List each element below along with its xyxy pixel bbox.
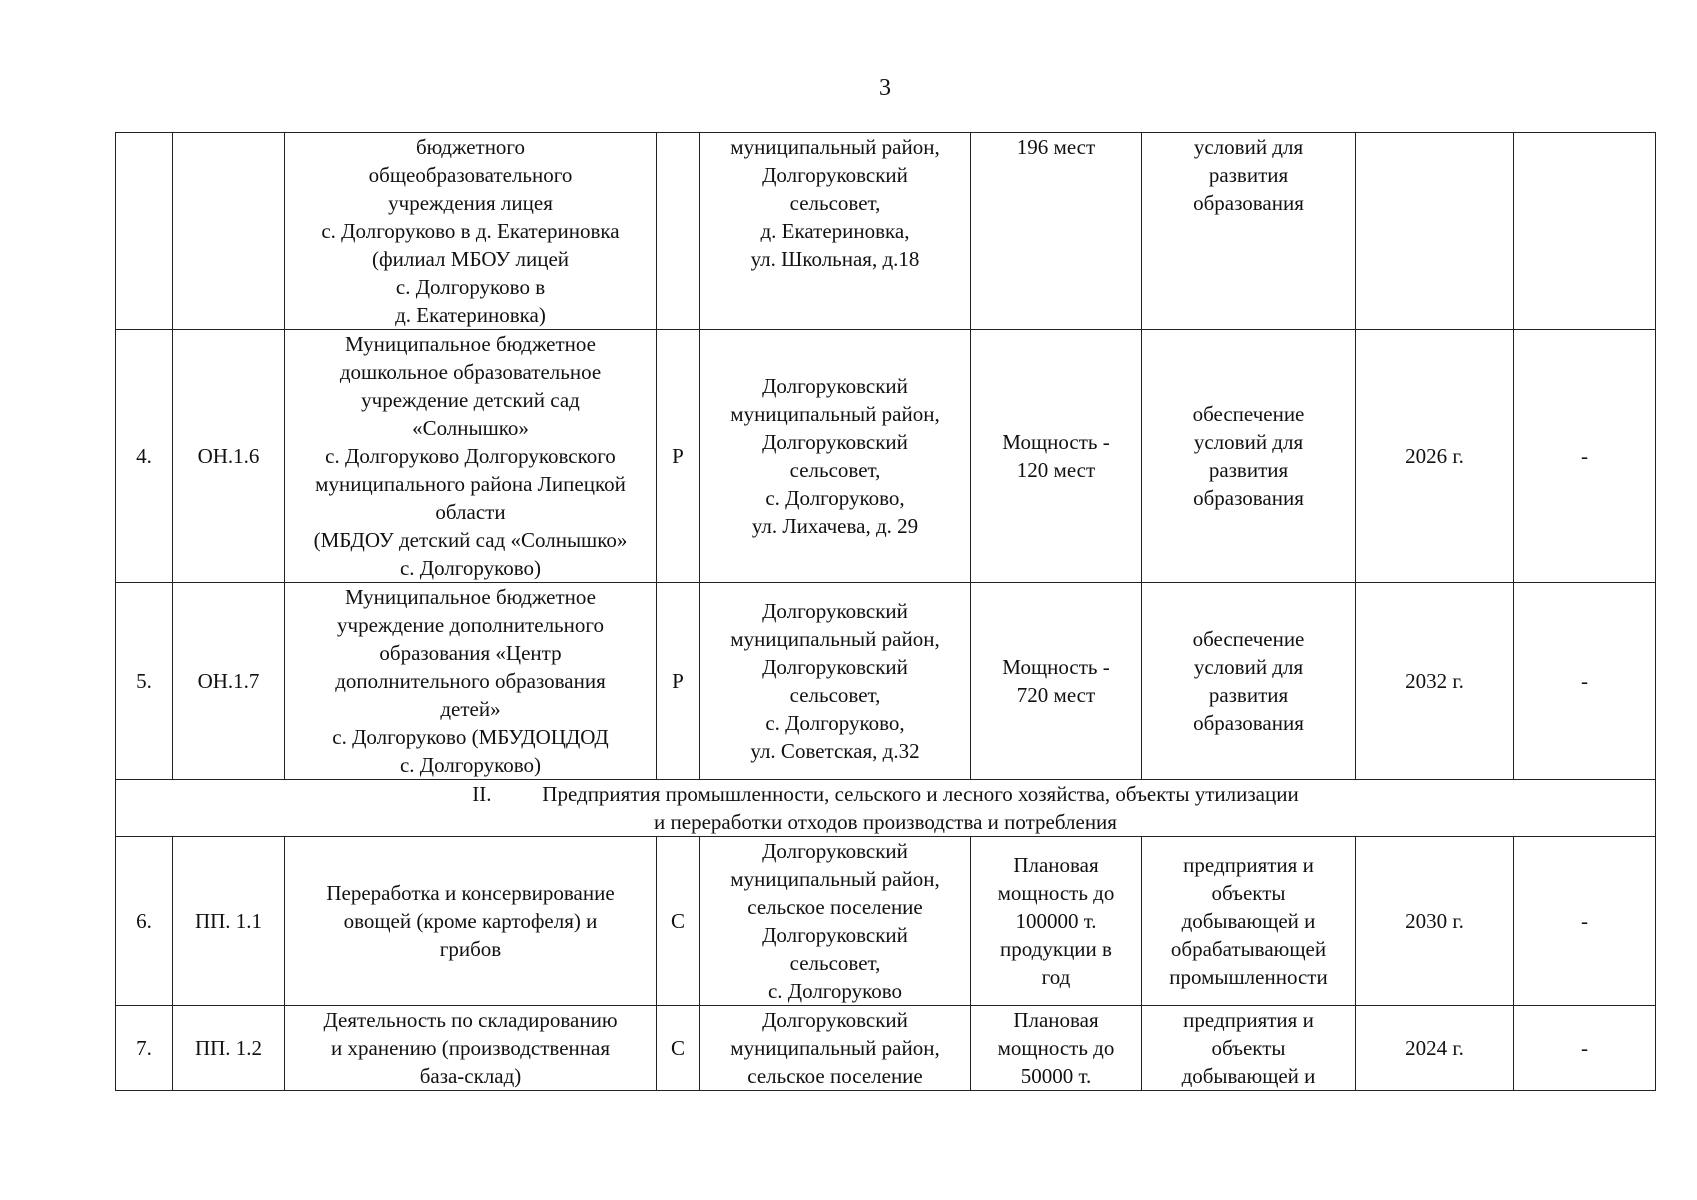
- object-note: -: [1514, 837, 1656, 1006]
- row-number: 5.: [116, 583, 173, 780]
- object-capacity: 196 мест: [971, 133, 1142, 330]
- object-status: С: [657, 1006, 700, 1091]
- table-row: [116, 133, 1656, 330]
- object-code: ОН.1.7: [173, 583, 285, 780]
- object-status: Р: [657, 583, 700, 780]
- object-code: ОН.1.6: [173, 330, 285, 583]
- section-title-line2: и переработки отходов производства и потребления: [654, 810, 1117, 834]
- object-code: ПП. 1.1: [173, 837, 285, 1006]
- section-header: [116, 780, 1656, 837]
- object-location: Долгоруковский муниципальный район, сельское поселение: [700, 1006, 971, 1091]
- object-name: Переработка и консервирование овощей (кроме картофеля) и грибов: [285, 837, 657, 1006]
- object-purpose: предприятия и объекты добывающей и: [1142, 1006, 1356, 1091]
- object-purpose: условий для развития образования: [1142, 133, 1356, 330]
- object-purpose: предприятия и объекты добывающей и обрабатывающей промышленности: [1142, 837, 1356, 1006]
- object-code: [173, 133, 285, 330]
- object-name: бюджетного общеобразовательного учреждения лицея с. Долгоруково в д. Екатериновка (филиал МБОУ лицей с. Долгоруково в д. Екатериновка): [285, 133, 657, 330]
- object-location: Долгоруковский муниципальный район, Долгоруковский сельсовет, с. Долгоруково, ул. Лихачева, д. 29: [700, 330, 971, 583]
- table-row: [116, 583, 1656, 780]
- object-location: муниципальный район, Долгоруковский сельсовет, д. Екатериновка, ул. Школьная, д.18: [700, 133, 971, 330]
- object-status: [657, 133, 700, 330]
- object-note: -: [1514, 583, 1656, 780]
- object-year: 2032 г.: [1356, 583, 1514, 780]
- object-location: Долгоруковский муниципальный район, Долгоруковский сельсовет, с. Долгоруково, ул. Советская, д.32: [700, 583, 971, 780]
- object-location: Долгоруковский муниципальный район, сельское поселение Долгоруковский сельсовет, с. Долгоруково: [700, 837, 971, 1006]
- object-year: 2024 г.: [1356, 1006, 1514, 1091]
- object-purpose: обеспечение условий для развития образования: [1142, 583, 1356, 780]
- table-row: [116, 1006, 1656, 1091]
- object-note: -: [1514, 330, 1656, 583]
- object-capacity: Мощность - 120 мест: [971, 330, 1142, 583]
- object-name: Муниципальное бюджетное учреждение дополнительного образования «Центр дополнительного образования детей» с. Долгоруково (МБУДОЦДОД с. Долгоруково): [285, 583, 657, 780]
- row-number: [116, 133, 173, 330]
- row-number: 6.: [116, 837, 173, 1006]
- object-name: Деятельность по складированию и хранению (производственная база-склад): [285, 1006, 657, 1091]
- section-title-line1: Предприятия промышленности, сельского и лесного хозяйства, объекты утилизации: [542, 782, 1299, 806]
- object-code: ПП. 1.2: [173, 1006, 285, 1091]
- object-name: Муниципальное бюджетное дошкольное образовательное учреждение детский сад «Солнышко» с. Долгоруково Долгоруковского муниципального района Липецкой области (МБДОУ детский сад «Солнышко» с. Долгоруково): [285, 330, 657, 583]
- section-number: II.: [472, 782, 492, 806]
- object-purpose: обеспечение условий для развития образования: [1142, 330, 1356, 583]
- object-status: С: [657, 837, 700, 1006]
- object-capacity: Плановая мощность до 100000 т. продукции в год: [971, 837, 1142, 1006]
- object-note: -: [1514, 1006, 1656, 1091]
- table-row: [116, 330, 1656, 583]
- object-year: [1356, 133, 1514, 330]
- table-row: [116, 837, 1656, 1006]
- page-number: 3: [879, 75, 891, 101]
- object-note: [1514, 133, 1656, 330]
- object-year: 2030 г.: [1356, 837, 1514, 1006]
- row-number: 4.: [116, 330, 173, 583]
- object-capacity: Мощность - 720 мест: [971, 583, 1142, 780]
- object-year: 2026 г.: [1356, 330, 1514, 583]
- object-capacity: Плановая мощность до 50000 т.: [971, 1006, 1142, 1091]
- object-status: Р: [657, 330, 700, 583]
- section-header-row: [116, 780, 1656, 837]
- objects-table: [115, 132, 1656, 1091]
- row-number: 7.: [116, 1006, 173, 1091]
